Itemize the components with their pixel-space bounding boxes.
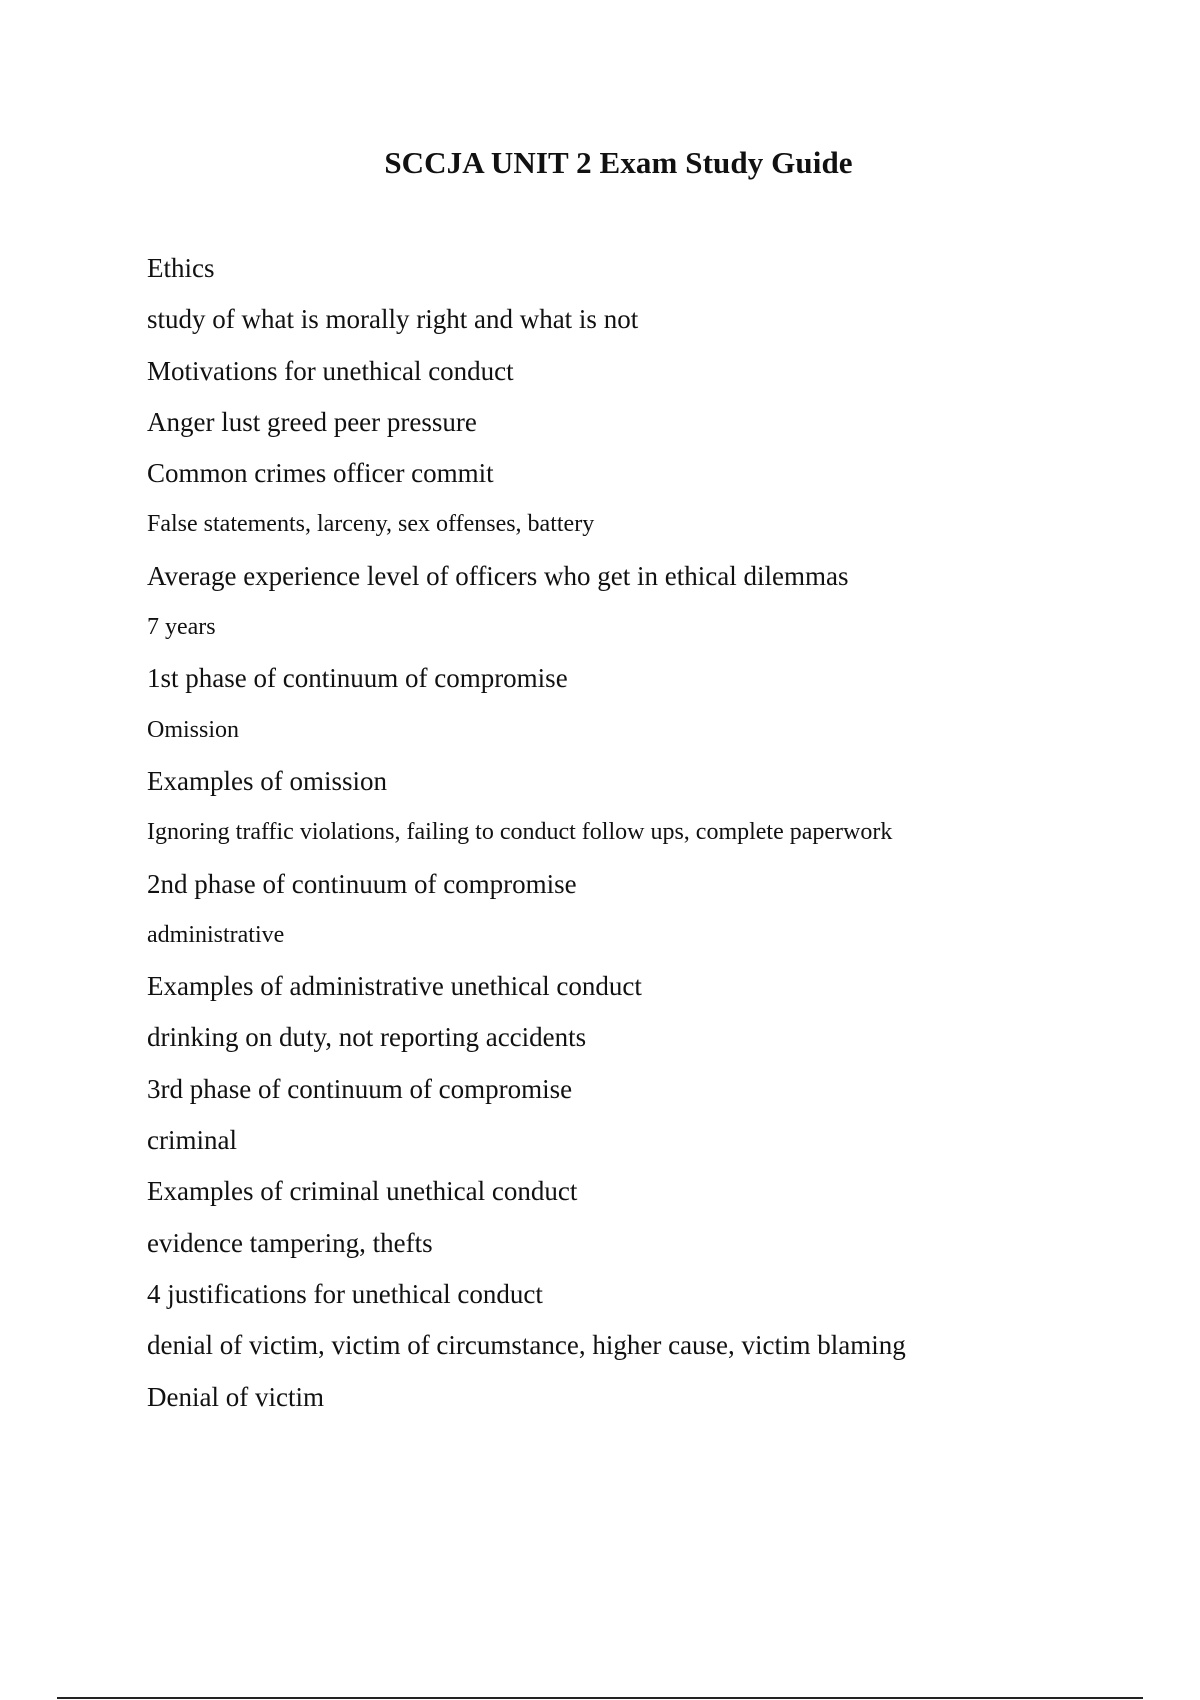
line-term: Examples of criminal unethical conduct (147, 1176, 578, 1207)
line-term: 3rd phase of continuum of compromise (147, 1073, 573, 1104)
footer-rule (57, 1697, 1143, 1699)
line-definition: denial of victim, victim of circumstance, higher cause, victim blaming (147, 1330, 906, 1361)
line-definition: evidence tampering, thefts (147, 1227, 433, 1258)
line-definition: 7 years (147, 614, 216, 641)
line-term: Examples of omission (147, 765, 387, 796)
line-term: Examples of administrative unethical conduct (147, 971, 642, 1002)
line-definition: Anger lust greed peer pressure (147, 406, 477, 437)
line-term: 1st phase of continuum of compromise (147, 663, 568, 694)
line-term: Motivations for unethical conduct (147, 355, 514, 386)
document-title: SCCJA UNIT 2 Exam Study Guide (384, 145, 853, 180)
study-guide-lines (147, 252, 1107, 1432)
line-definition: Ignoring traffic violations, failing to conduct follow ups, complete paperwork (147, 819, 893, 846)
line-term: Ethics (147, 253, 215, 283)
line-definition: study of what is morally right and what is not (147, 304, 639, 335)
line-definition: Omission (147, 716, 240, 743)
line-definition: administrative (147, 921, 285, 948)
line-term: 2nd phase of continuum of compromise (147, 868, 577, 899)
line-term: Common crimes officer commit (147, 458, 494, 489)
line-term: Average experience level of officers who get in ethical dilemmas (147, 560, 849, 591)
line-definition: criminal (147, 1125, 237, 1156)
line-definition: drinking on duty, not reporting accidents (147, 1022, 587, 1053)
line-definition: False statements, larceny, sex offenses, battery (147, 511, 595, 538)
line-term: Denial of victim (147, 1381, 324, 1412)
line-term: 4 justifications for unethical conduct (147, 1278, 543, 1309)
